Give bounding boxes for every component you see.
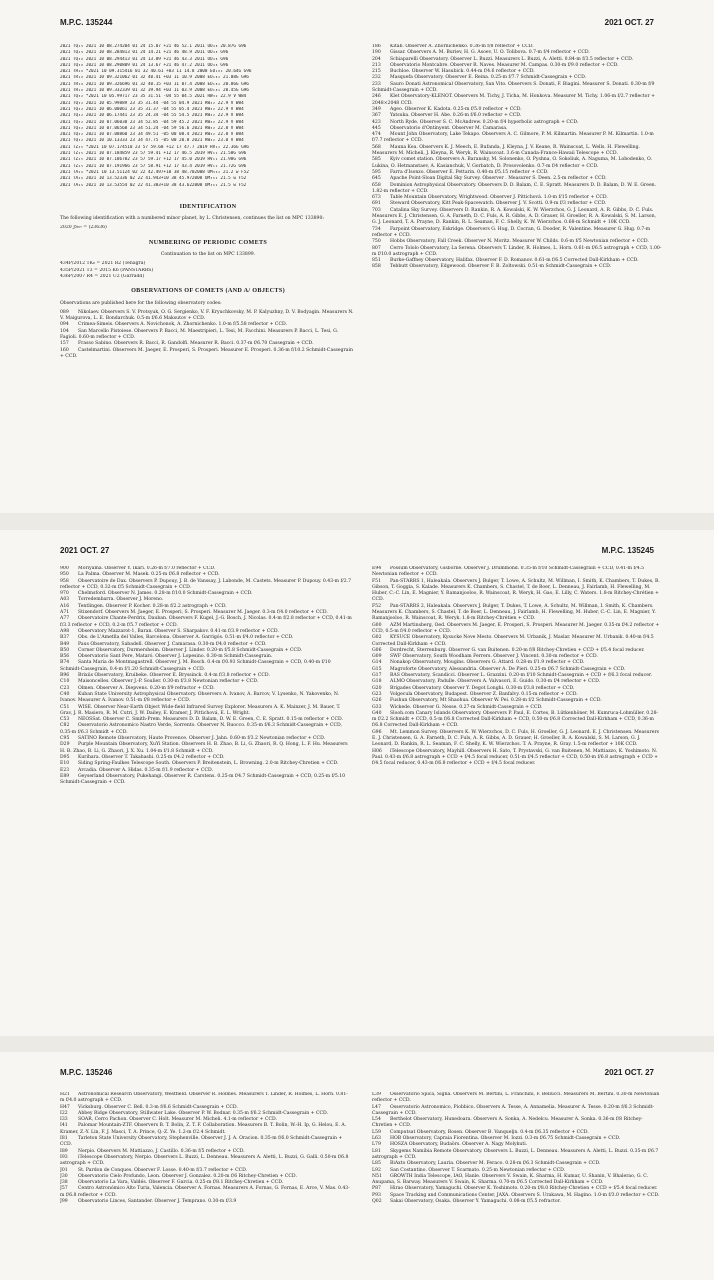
observation-line: 2021 TQ₃₂ 2021 10 05.99889 23 35 31.44 -04 55 04.9 2021 RW₃₂ 22.9 V W84 bbox=[60, 100, 244, 106]
observatory-code: 950 bbox=[60, 572, 69, 578]
observatory-description: Moriyama. Observer Y. Ikari. 0.26-m f/7.0 reflector + CCD. bbox=[78, 566, 216, 571]
observatory-description: Skygems Namibia Remote Observatory. Observers L. Buzzi, L. Denneau. Measurers A. Aletti, L. Buzzi. 0.35-m f/6.7 astrograph + CCD. bbox=[372, 1148, 659, 1160]
observatory-description: HOB Observatory, Capraia Fiorentina. Observer M. Iozzi. 0.3-m f/6.75 Schmidt-Cassegrain + CCD. bbox=[390, 1136, 621, 1142]
page-date: 2021 OCT. 27 bbox=[604, 1068, 654, 1077]
left-column bbox=[60, 566, 352, 1032]
observatory-description: Tebbutt Observatory, Edgewood. Observer F. B. Zoltowski. 0.51-m Schmidt-Cassegrain + CCD. bbox=[390, 264, 612, 270]
observatory-code: D95 bbox=[60, 754, 70, 760]
observatory-description: Centro Astronómico Alto Turia, Valencia. Observer A. Fornas. Measurers A. Fornas, G. Fornas, E. Arce, V. Mas. 0.43-m f/6.8 reflector + CCD. bbox=[60, 1186, 350, 1198]
observatory-description: Observatorio Montcabre. Observer R. Naves. Measurer M. Campas. 0.30-m f/9.0 reflector + CCD. bbox=[390, 62, 619, 68]
observatory-code: H47 bbox=[60, 1104, 70, 1110]
observation-line: 2021 TQ₃₂ 2021 10 06.00061 23 35 31.37 -04 55 05.4 2021 RW₃₂ 22.9 V W84 bbox=[60, 106, 244, 112]
observatory-description: Brigades Observatory. Observer Y. Degot Longhi. 0.30-m f/3.8 reflector + CCD. bbox=[390, 685, 575, 691]
observatory-code: E94 bbox=[372, 566, 382, 571]
observatory-description: BiAxto Observatory, Lauria. Observer M. Feraco. 0.28-m f/6.3 Schmidt-Cassegrain + CCD. bbox=[390, 1161, 601, 1167]
observatory-entry bbox=[60, 1186, 352, 1199]
observatory-description: Purple Mountain Observatory, XuYi Station. Observers H. B. Zhao, B. Li, G. Zhaori, R. Q. Hong, L. F. Hu. Measurers H. B. Zhao, B. Li, G. Zhaori, J. X. Xu. 1.04-m f/1.8 Schmidt + CCD. bbox=[60, 742, 348, 754]
page-header bbox=[60, 18, 654, 32]
observatory-entry bbox=[60, 348, 356, 361]
observatory-code: D29 bbox=[60, 742, 70, 748]
observatory-code: B50 bbox=[60, 647, 70, 653]
observatory-entry bbox=[60, 692, 352, 705]
observatory-description: Farpoint Observatory, Eskridge. Observers G. Hug, D. Cocran, G. Dooder, R. Valentine. Measurer G. Hug. 0.7-m reflector + CCD. bbox=[372, 226, 651, 238]
observatory-entry bbox=[372, 183, 662, 196]
observatory-description: Observatorio La Vara, Valdés. Observer F. Garcia. 0.25-m f/8.1 Ritchey-Chretien + CCD. bbox=[78, 1180, 284, 1186]
observatory-code: L54 bbox=[372, 1117, 381, 1123]
observatory-description: Wickede. Observer G. Nesse. 0.27-m Schmidt-Cassegrain + CCD. bbox=[390, 704, 543, 710]
observatory-code: E10 bbox=[60, 761, 70, 767]
observatory-code: 213 bbox=[372, 62, 381, 68]
observatory-entry bbox=[60, 1092, 352, 1105]
observatory-code: G14 bbox=[372, 660, 382, 666]
observatory-code: 349 bbox=[372, 106, 381, 112]
observatory-description: Buchloe. Observer W. Hasubick. 0.44-m f/4.6 reflector + CCD. bbox=[390, 69, 535, 75]
observatory-code: Q02 bbox=[372, 1199, 382, 1205]
observatory-entry bbox=[372, 264, 662, 270]
observation-line: 2021 TZ₂₅ 2021 10 07.191966 23 57 58.91 +12 17 43.4 2019 HV₁₁ 21.72G G96 bbox=[60, 163, 247, 169]
observatory-description: Nikolaev. Observers S. V. Protsyuk, O. G. Sergienko, V. F. Kryuchkovsky, M. P. Kalyuzhny, D. V. Bodyagin. Measurers N. V. Maigurova, L. E. Bondarchuk. 0.5-m f/6.6 Maksutov + CCD. bbox=[60, 309, 354, 322]
observatory-code: 900 bbox=[60, 566, 69, 571]
observatory-description: Table Mountain Observatory, Wrightwood. Observer J. Pittichová. 1.0-m f/15 reflector + CCD. bbox=[390, 195, 608, 201]
comet-observations-title: OBSERVATIONS OF COMETS (AND A/ OBJECTS) bbox=[131, 287, 285, 295]
observatory-entry bbox=[372, 1117, 662, 1130]
identification-title: IDENTIFICATION bbox=[179, 202, 237, 210]
observatory-entry bbox=[60, 723, 352, 736]
observatory-description: Kitab. Observer A. Zhornichenko. 0.36-m f/8 reflector + CCD. bbox=[390, 44, 534, 49]
observatory-description: Klet Observatory-KLENOT. Observers M. Tichy, J. Ticha, M. Honkova. Measurer M. Tichy. 1.06-m f/2.7 reflector + 2048×2048 CCD. bbox=[372, 94, 655, 106]
observatory-description: Vicksburg. Observer C. Bell. 0.3-m f/6.6 Schmidt-Cassegrain + CCD. bbox=[78, 1104, 238, 1110]
observatory-description: Steward Observatory, Kitt Peak-Spacewatch. Observer J. V. Scotti. 0.9-m f/3 reflector + CCD. bbox=[390, 201, 607, 207]
observatory-code: I81 bbox=[60, 1136, 68, 1142]
observatory-description: Kyiv comet station. Observers A. Baransky, M. Solonenko, O. Pyshna, O. Sokoliuk, A. Naguma, M. Lobodenko, O. Lukina, O. Hetmanstaev, A. Kasianchuk, V. Gorbatch, D. Prosovolenko. 0.7-m f/4 reflector + CCD. bbox=[372, 157, 652, 169]
observation-line: 2021 TQ₃₀ 2021 10 08.290809 01 24 13.67 +21 46 47.2 2011 UO₄₈ G96 bbox=[60, 62, 229, 68]
observation-line: 2021 TR₁₀ 2021 10 09.326696 01 32 40.15 +03 11 07.4 2008 EO₁₈₁ 20.86G G96 bbox=[60, 81, 249, 87]
observatory-code: E23 bbox=[60, 767, 70, 773]
observatory-description: Burke-Gaffney Observatory, Halifax. Observer F. D. Romanov. 0.61-m f/6.5 Corrected Dall-Kirkham + CCD. bbox=[390, 258, 639, 264]
observation-line: 2021 TA₂₆ *2021 10 13.51124 02 22 42.497+10 38 48.702008 UM₃₆₁ 21.2 w F52 bbox=[60, 169, 249, 175]
observatory-code: 568 bbox=[372, 144, 381, 150]
observatory-description: HOSZA Observatory, Budaörs. Observer A. Nagy Molykuti. bbox=[390, 1142, 528, 1148]
observatory-code: J30 bbox=[60, 1173, 68, 1179]
observatory-entry bbox=[372, 1149, 662, 1162]
observatory-code: B74 bbox=[60, 660, 70, 666]
observatory-description: San Costantino. Observer T. Scarmato. 0.25-m Newtonian reflector + CCD. bbox=[390, 1167, 566, 1173]
right-column bbox=[372, 44, 662, 509]
observation-line: 2021 TR₁₀ 2021 10 09.321062 01 32 40.41 +03 11 10.9 2008 EO₁₈₁ 21.08G G96 bbox=[60, 75, 249, 81]
observatory-code: L92 bbox=[372, 1167, 381, 1173]
observatory-code: I33 bbox=[60, 1117, 68, 1123]
observatory-description: Dominion Astrophysical Observatory. Observers D. D. Balam, C. E. Spratt. Measurers D. D. Balam, D. W. E. Green. 1.82-m reflector + CCD. bbox=[372, 182, 657, 194]
observatory-code: 423 bbox=[372, 119, 381, 125]
observatory-code: C40 bbox=[60, 691, 70, 697]
left-column bbox=[60, 44, 356, 509]
observatory-code: A16 bbox=[60, 603, 70, 609]
observatory-code: G23 bbox=[372, 691, 382, 697]
observation-line: 2021 TQ₃₂ *2021 10 05.99717 23 35 31.51 -04 55 04.5 2021 RW₃₂ 22.9 V W84 bbox=[60, 94, 247, 100]
observatory-code: 658 bbox=[372, 182, 381, 188]
page-date: 2021 OCT. 27 bbox=[604, 18, 654, 27]
observatory-code: 186 bbox=[372, 44, 381, 49]
observation-line: 2021 TZ₂₅ *2021 10 07.174510 23 57 59.68 +12 17 47.7 2019 HV₁₁ 22.36G G96 bbox=[60, 144, 249, 150]
observation-line: 2021 TQ₃₂ 2021 10 10.13333 23 34 47.75 -05 00 20.8 2021 RW₃₂ 23.0 V W84 bbox=[60, 138, 244, 144]
observatory-description: Frasso Sabino. Observers R. Bacci, R. Gandolfi. Measurer R. Bacci. 0.37-m f/6.70 Cassegrain + CCD. bbox=[78, 341, 314, 347]
observatory-description: Astronomical Research Observatory, Westfield. Observer R. Holmes. Measurers T. Linder, R. Holmes, L. Horn. 0.81-m f/4.0 astrograph + CCD. bbox=[60, 1092, 348, 1104]
observatory-code: C82 bbox=[60, 723, 70, 729]
observatory-description: GROWTH India Telescope, IAO, Hanle. Observers V. Swain, K. Sharma, H. Kumar, U. Shanin, V. Bhalerao, G. C. Anupama, S. Barway. Measurers V. Swain, K. Sharma. 0.70-m f/6.5 Corrected Dall-Kirkham + CCD. bbox=[372, 1173, 649, 1186]
observatory-entry bbox=[372, 132, 662, 145]
observatory-code: P87 bbox=[372, 1186, 381, 1192]
observatory-code: G00 bbox=[372, 622, 382, 628]
observatory-description: Sakai Observatory, Osaka. Observer Y. Yamaguchi. 0.08-m f/5.5 refractor. bbox=[390, 1199, 561, 1205]
observatory-code: A77 bbox=[60, 616, 70, 622]
observatory-code: 160 bbox=[60, 347, 69, 353]
observatory-description: Tentlingen. Observer P. Kocher. 0.28-m f/2.2 astrograph + CCD. bbox=[78, 603, 227, 609]
observatory-description: Mount John Observatory, Lake Tekapo. Observers A. C. Gilmore, P. M. Kilmartin. Measurer P. M. Kilmartin. 1.0-m f/7.7 reflector + CCD. bbox=[372, 132, 654, 144]
observation-line: 2021 TQ₂₉ 2021 10 08.284813 01 24 14.21 +21 46 48.9 2011 UO₄₈ G96 bbox=[60, 50, 229, 56]
observatory-code: B49 bbox=[60, 641, 70, 647]
observatory-code: 233 bbox=[372, 81, 381, 87]
periodic-comet-line: 435P/2021 T3 = 2015 K6 (PANSTARRS) bbox=[60, 267, 154, 273]
observatory-entry bbox=[60, 742, 352, 755]
observatory-description: Space Tracking and Communications Center, JAXA. Observers S. Urakawa, M. Hagino. 1.0-m f/3.0 reflector + CCD. bbox=[390, 1192, 660, 1198]
observatory-description: Farra d'Isonzo. Observer E. Pettarin. 0.40-m f/5.15 reflector + CCD. bbox=[390, 169, 549, 175]
observatory-code: G06 bbox=[372, 647, 382, 653]
observatory-description: iTelescope Observatory, Mayhill. Observers H. Sato, T. Prystavski, G. van Buitenen, M. Mattiazzo, K. Yoshimoto. N. Paul. 0.43-m f/6.8 astrograph + CCD + f/4.5 focal reducer, 0.51-m f/4.5 reflector + CCD, 0.50-m f/6.8 astrograph + CCD + f/4.5 focal reducer, 0.43-m f/6.8 reflector + CCD + f/4.5 focal reducer. bbox=[372, 748, 658, 767]
observatory-code: I22 bbox=[60, 1110, 68, 1116]
observatory-description: WISE. Observer Near-Earth Object Wide-field Infrared Survey Explorer. Measurers A. K. Mainzer, J. M. Bauer, T. Grav, J. R. Masiero, R. M. Cutri, J. W. Dailey, E. Kramer, J. Pittichová, E. L. Wright. bbox=[60, 704, 341, 716]
observatory-description: AZM Martinsberg, Oed. Observers M. Jaeger, E. Prosperi, S. Prosperi. Measurer M. Jaeger. 0.35-m f/4.2 reflector + CCD, 0.5-m f/4.0 reflector + CCD. bbox=[372, 622, 660, 634]
observatory-code: L39 bbox=[372, 1092, 381, 1097]
page-date: 2021 OCT. 27 bbox=[60, 546, 110, 555]
observatory-description: Kuban State University Astrophysical Observatory. Observers A. Ivanov, A. Barcov, V. Lysenko, N. Yakovenko, N. Ivanov. Measurer A. Ivanov. 0.51-m f/8 reflector + CCD. bbox=[60, 691, 340, 704]
observatory-code: 094 bbox=[60, 322, 69, 328]
observation-line: 2021 TZ₂₅ 2021 10 07.184859 23 57 59.41 +12 17 46.5 2019 HV₁₁ 21.58G G96 bbox=[60, 151, 247, 157]
observatory-code: 645 bbox=[372, 176, 381, 182]
observatory-entry bbox=[372, 1092, 662, 1105]
observatory-entry bbox=[60, 310, 356, 323]
observatory-code: I93 bbox=[60, 1154, 68, 1160]
observatory-code: B96 bbox=[60, 673, 70, 679]
observatory-description: Pan-STARRS 1, Haleakala. Observers J. Bulger, T. Lowe, A. Schultz, M. Willman, I. Smith, K. Chambers, T. Dukes, B. Gibson, T. Goggia, S. Kalade. Measurers K. Chambers, S. Chastel, T. de Boer, L. Denneau, J. Fairlamb, H. Flewelling, M. Huber, C.-C. Lin, E. Magnier, Y. Ramanjooloo, R. Wainscoat, R. Weryk, H. Gao, E. Lilly, C. Waters. 1.8-m Ritchey-Chrétien + CCD. bbox=[372, 578, 660, 603]
observatory-code: 157 bbox=[60, 341, 69, 347]
observatory-description: San Marcello Pistoiese. Observers P. Bacci, M. Maestripieri, L. Tesi, M. Facchini. Measurers P. Bacci, L. Tesi, G. Fagioli. 0.60-m reflector + CCD. bbox=[60, 328, 339, 340]
observatory-description: Hirao Observatory, Yamaguchi. Observer K. Yoshimoto. 0.20-m f/8.0 Ritchey-Chretien + CCD + f/5.4 focal reducer. bbox=[390, 1186, 658, 1192]
observatory-entry bbox=[372, 635, 662, 648]
observatory-code: C10 bbox=[60, 679, 70, 685]
observatory-description: Castelmartini. Observers M. Jaeger, E. Prosperi, S. Prosperi. Measurer E. Prosperi. 0.36-m f/10.2 Schmidt-Cassegrain + CCD. bbox=[60, 347, 353, 359]
observatory-code: H21 bbox=[60, 1092, 70, 1097]
observatory-description: Palomar Mountain-ZTF. Observers B. T. Bolin, Z. T. F. Collaboration. Measurers B. T. Bolin, W.-H. Ip, G. Helou, E. A. Kramer, Z.-Y. Lin, F. J. Masci, T. A. Prince, Q.-Z. Ye. 1.2-m f/2.4 Schmidt. bbox=[60, 1123, 347, 1135]
observatory-entry bbox=[372, 1105, 662, 1118]
observatory-description: Corner Observatory, Durmersheim. Observer J. Linder. 0.20-m f/5.8 Schmidt-Cassegrain + CCD. bbox=[78, 647, 303, 653]
observatory-code: C23 bbox=[60, 685, 70, 691]
observatory-code: 190 bbox=[372, 50, 381, 56]
comet-observations-text: Observations are published here for the following observatory codes: bbox=[60, 300, 222, 306]
observatory-code: 703 bbox=[372, 207, 381, 213]
observation-line: 2021 TQ₃₂ 2021 10 06.17441 23 35 24.34 -04 55 54.5 2021 RW₃₂ 22.9 V W84 bbox=[60, 113, 244, 119]
observatory-entry bbox=[60, 774, 352, 787]
observatory-code: A98 bbox=[60, 628, 70, 634]
observatory-entry bbox=[60, 1155, 352, 1168]
observatory-description: St. Pardon de Conques. Observer F. Losse. 0.40-m f/3.7 reflector + CCD. bbox=[78, 1167, 248, 1173]
page-mpc-135245 bbox=[0, 530, 714, 1036]
observatory-code: L47 bbox=[372, 1104, 381, 1110]
periodic-comets-title: NUMBERING OF PERIODIC COMETS bbox=[148, 238, 268, 246]
observatory-entry bbox=[60, 1123, 352, 1136]
observatory-code: G40 bbox=[372, 710, 382, 716]
observatory-description: Tarleton State University Observatory, Stephenville. Observer J. J. A. Oracion. 0.35-m f/6.0 Schmidt-Cassegrain + CCD. bbox=[60, 1136, 343, 1148]
observatory-description: Observatorio d'Ontinyent. Observer M. Camarasa. bbox=[390, 125, 508, 131]
observatory-entry bbox=[60, 329, 356, 342]
observatory-code: L85 bbox=[372, 1161, 381, 1167]
periodic-comets-list bbox=[60, 261, 356, 280]
observatory-description: KYSUCE Observatory, Kysucke Nove Mesto. Observers M. Urbanik, J. Maslar. Measurer M. Urbanik. 0.40-m f/4.5 Corrected Dall-Kirkham + CCD. bbox=[372, 635, 654, 647]
observatory-entry bbox=[372, 604, 662, 623]
observatory-entry bbox=[372, 208, 662, 227]
observatory-description: Brixiis Observatory, Kruibeke. Observer E. Bryssinck. 0.4-m f/3.8 reflector + CCD. bbox=[78, 673, 270, 679]
observatory-description: Dordrecht, Sterrenburg. Observer G. van Buitenen. 0.20-m f/8 Ritchey-Chretien + CCD + f/5.4 focal reducer. bbox=[390, 647, 645, 653]
observatory-description: Observatorio Linces, Santander. Observer J. Temprano. 0.30-m f/3.9 bbox=[78, 1199, 237, 1205]
observatory-description: Siding Spring-Faulkes Telescope South. Observers P. Breitenstein, L. Browning. 2.0-m Ritchey-Chretien + CCD. bbox=[78, 761, 339, 767]
observatory-code: 204 bbox=[372, 56, 381, 62]
observatory-description: SATINO Remote Observatory, Haute Provence. Observer J. Jahn. 0.60-m f/3.2 Newtonian reflector + CCD. bbox=[78, 736, 326, 742]
observatory-description: Stixendorf. Observers M. Jaeger, E. Prosperi, S. Prosperi. Measurer M. Jaeger. 0.3-m f/4.0 reflector + CCD. bbox=[78, 610, 328, 616]
observatory-code: B56 bbox=[60, 654, 70, 660]
observatory-code: A03 bbox=[60, 597, 70, 603]
page-number: M.P.C. 135245 bbox=[601, 546, 654, 555]
observatory-entry bbox=[372, 1174, 662, 1187]
observatory-description: Chelmsford. Observer N. James. 0.28-m f/10.0 Schmidt-Cassegrain + CCD. bbox=[78, 591, 253, 597]
observatory-code: J38 bbox=[60, 1180, 68, 1186]
observatory-entry bbox=[60, 660, 352, 673]
observatory-description: SOAR, Cerro Pachon. Observer C. Holt. Measurer M. Micheli. 4.1-m reflector + CCD. bbox=[78, 1117, 277, 1123]
observatory-description: North Ryde. Observer S. C. McAndrew. 0.20-m f/4 hyperbolic astrograph + CCD. bbox=[390, 119, 579, 125]
observatory-code: 958 bbox=[60, 578, 69, 584]
observatory-description: Osservatorio Astronomico Nastro Verde, Sorrento. Observer N. Ruocco. 0.35-m f/6.3 Schmidt-Cassegrain + CCD, 0.35-m f/6.3 Schmidt + CCD. bbox=[60, 723, 343, 735]
observatory-description: Observatorio Sant Pere, Mataró. Observer J. Lopesino. 0.30-m Schmidt-Cassegrain. bbox=[78, 654, 273, 660]
observatory-description: Sauro Donati Astronomical Observatory, San Vito. Observers S. Donati, F. Biagini. Measurer S. Donati. 0.30-m f/9 Schmidt-Cassegrain + CCD. bbox=[372, 81, 655, 94]
observatory-description: Olmen. Observer A. Diepvens. 0.20-m f/9 refractor + CCD. bbox=[78, 685, 215, 691]
observatory-description: Fushun Observatory, Mt Shaohua. Observer W. Pei. 0.28-m f/2 Schmidt-Cassegrain + CCD. bbox=[390, 698, 602, 704]
observatory-code: G09 bbox=[372, 654, 382, 660]
observation-line: 2021 TZ₂₅ 2021 10 07.186782 23 57 59.17 +12 17 45.0 2019 HV₁₁ 21.98G G96 bbox=[60, 157, 247, 163]
observatory-description: Maisoncelles. Observer J.-P. Soulier. 0.30-m f/3.8 Newtonian reflector + CCD. bbox=[78, 679, 259, 685]
observatory-code: P93 bbox=[372, 1192, 381, 1198]
observatory-code: 691 bbox=[372, 201, 381, 207]
observation-line: 2021 TQ₃₂ 2021 10 07.08860 23 34 49.51 -05 00 08.4 2021 RW₃₂ 22.8 V W84 bbox=[60, 132, 244, 138]
observatory-entry bbox=[372, 94, 662, 107]
observatory-code: C51 bbox=[60, 704, 70, 710]
observatory-code: H06 bbox=[372, 748, 382, 754]
periodic-comet-line: 436P/2007 R4 = 2021 U2 (Garradd) bbox=[60, 273, 145, 279]
observatory-code: 585 bbox=[372, 157, 381, 163]
observatory-code: 215 bbox=[372, 69, 381, 75]
observatory-code: G02 bbox=[372, 635, 382, 641]
observatory-code: L59 bbox=[372, 1129, 381, 1135]
observatory-description: Gissar. Observers A. M. Buriev, H. G. Asoev, U. O. Tolibova. 0.7-m f/4 reflector + CCD. bbox=[390, 50, 590, 56]
observatory-description: Volgecula Observatory, Budapest. Observer Z. Banfalvy. 0.15-m reflector + CCD. bbox=[390, 691, 578, 697]
observatory-description: Hobbs Observatory, Fall Creek. Observer N. Moritz. Measurer W. Childs. 0.6-m f/5 Newtonian reflector + CCD. bbox=[390, 239, 649, 245]
observatory-description: Observatory Mazzarot-1, Baran. Observer S. Sharpakov. 0.41-m f/3.9 reflector + CCD. bbox=[78, 628, 279, 634]
observatory-description: Arcadia. Observer A. Hidas. 0.35-m f/1.9 reflector + CCD. bbox=[78, 767, 213, 773]
observatory-description: Nonakop Observatory, Mougins. Observers G. Attard. 0.28-m f/1.9 reflector + CCD. bbox=[390, 660, 585, 666]
observatory-description: Abbey Ridge Observatory, Stillwater Lake. Observer P. W. Bodnar. 0.35-m f/6.2 Schmidt-Cassegrain + CCD. bbox=[78, 1110, 328, 1116]
observatory-code: 750 bbox=[372, 239, 381, 245]
periodic-comet-line: 434P/2012 TK₈ = 2021 R2 (Tenagra) bbox=[60, 261, 146, 267]
observation-line: 2021 TQ₃₂ 2021 10 07.06038 23 34 52.85 -04 59 45.2 2021 RW₃₂ 22.9 V W84 bbox=[60, 119, 244, 125]
right-column bbox=[372, 566, 662, 1032]
observatory-code: 104 bbox=[60, 328, 69, 334]
observatory-description: Obs. de L'Ametlla del Valles, Barcelona. Observer A. Garrigós. 0.51-m f/4.0 reflector + CCD. bbox=[78, 635, 294, 641]
page-number: M.P.C. 135244 bbox=[60, 18, 113, 27]
observatory-description: Computsat Observatory, Rosen. Observer B. Vanqueljn. 0.4-m f/6.35 reflector + CCD. bbox=[390, 1129, 589, 1135]
page-number: M.P.C. 135246 bbox=[60, 1068, 113, 1077]
observation-line: 2021 TQ₂₉ 2021 10 08.274204 01 24 15.07 +21 46 52.1 2011 UO₄₈ 20.87G G96 bbox=[60, 44, 247, 49]
observatory-entry bbox=[372, 145, 662, 158]
observatory-description: Possum Observatory, Gisborne. Observer J. Drummond. 0.35-m f/10 Schmidt-Cassegrain + CCD, 0.41-m f/4.5 Newtonian reflector + CCD. bbox=[372, 566, 645, 578]
observatory-code: C53 bbox=[60, 717, 70, 723]
observatory-code: 474 bbox=[372, 132, 381, 138]
observatory-description: Nerpio. Observers M. Mattiazzo, J. Castillo. 0.36-m f/5 reflector + CCD. bbox=[78, 1148, 245, 1154]
observatory-code: F51 bbox=[372, 578, 382, 584]
observation-line: 2021 TQ₃₀ 2021 10 08.294413 01 24 13.89 +21 46 43.3 2011 UO₄₈ G96 bbox=[60, 56, 229, 62]
observatory-list bbox=[60, 310, 356, 360]
observatory-code: 673 bbox=[372, 195, 381, 201]
observatory-code: 232 bbox=[372, 75, 381, 81]
observatory-description: BAS Observatory, Scandicci. Observer L. Grazzini. 0.20-m f/10 Schmidt-Cassegrain + CCD + f/6.3 focal reducer. bbox=[390, 673, 653, 679]
observatory-description: Slooh.com Canary Islands Observatory. Observers P. Paul, E. Cortes, B. Lütkenhöner, M. Kumruca-Lohmüller. 0.28-m f/2.2 Schmidt + CCD, 0.5-m f/6.8 Corrected Dall-Kirkham + CCD, 0.50-m f/6.8 Corrected Dall-Kirkham + CCD, 0.36-m f/6.8 Corrected Dall-Kirkham + CCD. bbox=[372, 710, 659, 729]
observatory-code: G17 bbox=[372, 673, 382, 679]
observatory-code: 858 bbox=[372, 264, 381, 270]
observatory-code: G18 bbox=[372, 679, 382, 685]
observatory-code: J57 bbox=[60, 1186, 68, 1192]
identification-text: The following identification with a numbered minor planet, by L. Christensen, continues the list on MPC 133890: bbox=[60, 216, 324, 222]
observatory-description: Santa Maria de Montmagastrell. Observer J. M. Bosch. 0.4-m f/0.93 Schmidt-Cassegrain + CCD, 0.40-m f/10 Schmidt-Cassegrain, 0.4-m f/1.20 Schmidt-Cassegrain + CCD. bbox=[60, 660, 331, 672]
observatory-description: La Palma. Observer M. Masek. 0.25-m f/6.8 reflector + CCD. bbox=[78, 572, 220, 578]
left-column bbox=[60, 1092, 352, 1280]
observatory-description: Observatoire de Dax. Observers P. Dupouy, J. B. de Vanssay, J. Labonde, M. Castets. Measurer P. Dupouy. 0.43-m f/2.7 reflector + CCD, 0.32-m f/5 Schmidt-Cassegrain + CCD. bbox=[60, 578, 352, 590]
observatory-entry bbox=[372, 566, 662, 579]
observatory-description: ALMO Observatory, Padulle. Observers A. Valvasori, E. Guido. 0.30-m f/4 reflector + CCD. bbox=[390, 679, 601, 685]
observatory-description: Geyserland Observatory, Pukehangi. Observer R. Carstens. 0.25-m f/4.7 Schmidt-Cassegrain + CCD, 0.25-m f/5.10 Schmidt-Cassegrain + CCD. bbox=[60, 773, 346, 786]
observatory-entry bbox=[372, 1199, 662, 1205]
observatory-entry bbox=[60, 616, 352, 629]
observatory-description: Schiaparelli Observatory. Observer L. Buzzi. Measurers L. Buzzi, A. Aletti. 0.84-m f/3.5 reflector + CCD. bbox=[390, 56, 634, 62]
observatory-description: Pan-STARRS 2, Haleakala. Observers J. Bulger, T. Dukes, T. Lowe, A. Schultz, M. Willman, I. Smith, K. Chambers. Measurers K. Chambers, S. Chastel, T. de Boer, L. Denneau, J. Fairlamb, H. Flewelling, M. Huber, C.-C. Lin, E. Magnier, Y. Ramanjooloo, R. Wainscoat, R. Weryk. 1.8-m Ritchey-Chrétien + CCD. bbox=[372, 603, 656, 622]
observation-table bbox=[60, 44, 356, 189]
observatory-description: Magroforte Observatory, Alessandria. Observer A. De Pieri. 0.25-m f/6.7 Schmidt-Cassegrain + CCD. bbox=[390, 666, 626, 672]
observation-line: 2021 TQ₃₂ 2021 10 07.06568 23 34 51.24 -04 59 56.6 2021 RW₃₂ 22.8 V W84 bbox=[60, 125, 244, 131]
observatory-entry bbox=[372, 749, 662, 768]
observatory-entry bbox=[60, 705, 352, 718]
observatory-code: 246 bbox=[372, 94, 381, 100]
observatory-description: Observatorio Cielo Profundo, Leon. Observer J. Gonzalez. 0.20-m f/6 Ritchey-Chretien + CCD. bbox=[78, 1173, 297, 1179]
observatory-description: Torredembarra. Observer J. Moreno. bbox=[78, 597, 164, 603]
right-column bbox=[372, 1092, 662, 1280]
observatory-description: Observatoire Chante-Perdrix, Dauban. Observers F. Kugel, J.-G. Bosch, J. Nicolas. 0.4-m f/2.8 reflector + CCD, 0.41-m f/3.3 reflector + CCD, 0.2-m f/5.7 reflector + CCD. bbox=[60, 616, 352, 628]
observatory-description: Kurihara. Observer T. Takahashi. 0.25-m f/4.2 reflector + CCD. bbox=[78, 754, 225, 760]
observation-line: 2021 TR₁₀ *2021 10 09.315416 01 32 40.61 +03 11 14.8 2008 EO₁₈₁ 20.64G G96 bbox=[60, 69, 252, 75]
observatory-entry bbox=[60, 579, 352, 592]
observatory-description: Yatsuka. Observer H. Abe. 0.26-m f/6.0 reflector + CCD. bbox=[390, 113, 522, 119]
observatory-description: Crimea-Simeis. Observers A. Novichonok, A. Zhornichenko. 1.0-m f/5.58 reflector + CCD. bbox=[78, 322, 287, 328]
observatory-code: 089 bbox=[60, 309, 69, 315]
observatory-code: G96 bbox=[372, 729, 382, 735]
observatory-code: A71 bbox=[60, 610, 70, 616]
observatory-code: E89 bbox=[60, 773, 70, 779]
observatory-entry bbox=[60, 1199, 352, 1205]
observatory-code: 445 bbox=[372, 125, 381, 131]
observatory-entry bbox=[372, 579, 662, 604]
observatory-code: G15 bbox=[372, 666, 382, 672]
page-header bbox=[60, 1068, 654, 1082]
identification-line: 2020 JS₅₇ = (23636) bbox=[60, 225, 107, 231]
observatory-entry bbox=[60, 1136, 352, 1149]
observatory-code: F52 bbox=[372, 603, 382, 609]
page-mpc-135244 bbox=[0, 0, 714, 513]
observatory-description: Osservatorio Spica, Signa. Observers M. Bertini, L. Franchini, F. Bellucci. Measurers M. Bertini. 0.30-m Newtonian reflector + CCD. bbox=[372, 1092, 660, 1104]
observatory-code: J99 bbox=[60, 1199, 68, 1205]
observatory-entry bbox=[372, 730, 662, 749]
observatory-code: 807 bbox=[372, 245, 381, 251]
observatory-entry bbox=[372, 157, 662, 170]
observatory-code: J01 bbox=[60, 1167, 68, 1173]
observatory-description: Cerro Tololo Observatory, La Serena. Observers T. Linder, R. Holmes, L. Horn. 0.61-m f/6.5 astrograph + CCD, 1.00-m f/10.0 astrograph + CCD. bbox=[372, 245, 662, 257]
observatory-description: Mt. Lemmon Survey. Observers K. W. Wierzchos, D. C. Fuls, H. Groeller, G. J. Leonard. E. J. Christensen. Measurers E. J. Christensen, G. A. Farneth, D. C. Fuls, A. R. Gibbs, A. D. Grauer, H. Groeller, R. A. Kowalski, S. M. Larson, G. J. Leonard, D. Rankin, R. L. Seaman, F. C. Shelly, K. W. Wierzchos. T. A. Prayne, R. Gray. 1.5-m reflector + 10K CCD. bbox=[372, 729, 660, 748]
observatory-code: G33 bbox=[372, 704, 382, 710]
page-mpc-135246 bbox=[0, 1052, 714, 1280]
observatory-code: 851 bbox=[372, 258, 381, 264]
observatory-code: L81 bbox=[372, 1148, 381, 1154]
observatory-code: 970 bbox=[60, 591, 69, 597]
observatory-code: 734 bbox=[372, 226, 381, 232]
observatory-code: 595 bbox=[372, 169, 381, 175]
observation-line: 2021 TA₂₆ 2021 10 13.52336 02 22 41.943+10 38 45.972008 UM₃₆₁ 21.5 w F52 bbox=[60, 176, 247, 182]
observatory-description: Catalina Sky Survey. Observers D. Rankin, R. A. Kowalski, K. W. Wierzchos, G. J. Leonard, A. R. Gibbs, D. C. Fuls. Measurers E. J. Christensen, G. A. Farneth, D. C. Fuls, A. R. Gibbs, A. D. Grauer, H. Groeller, R. A. Kowalski, S. M. Larson, G. J. Leonard, T. A. Prayne, D. Rankin, R. L. Seaman, F. C. Shelly, K. W. Wierzchos. 0.68-m Schmidt + 10K CCD. bbox=[372, 207, 656, 226]
observatory-description: NEOSSat. Observer C. Smith-Prem. Measurers D. D. Balam, D. W. E. Green, C. E. Spratt. 0.15-m reflector + CCD. bbox=[78, 717, 343, 723]
observatory-entry bbox=[372, 623, 662, 636]
observatory-description: Paus Observatory, Sabadell. Observer J. Camarasa. 0.30-m f/4.0 reflector + CCD. bbox=[78, 641, 267, 647]
observatory-description: Berthelot Observatory, Hunedoara. Observers A. Sonka, A. Nedelcu. Measurer A. Sonka. 0.36-m f/8 Ritchey-Chretien + CCD. bbox=[372, 1117, 643, 1129]
periodic-comets-text: Continuation to the list on MPC 133899. bbox=[160, 252, 256, 258]
observatory-description: iTelescope Observatory, Nerpio. Observers L. Buzzi, L. Denneau. Measurers A. Aletti, L. Buzzi, G. Galli. 0.50-m f/6.8 astrograph + CCD. bbox=[60, 1154, 349, 1167]
observatory-entry bbox=[372, 711, 662, 730]
observatory-code: I89 bbox=[60, 1148, 68, 1154]
observatory-description: Masquefa Observatory. Observer E. Reina. 0.25-m f/7.7 Schmidt-Cassegrain + CCD. bbox=[390, 75, 587, 81]
observatory-description: Mauna Kea. Observers K. J. Meech, E. Bufanda, J. Kleyna, J. V. Keane, R. Wainscoat, L. Wells. H. Flewelling. Measurers M. Micheli, J. Kleyna, R. Weryk, R. Wainscoat. 3.6-m Canada-France-Hawaii Telescope + CCD. bbox=[372, 144, 640, 157]
observatory-code: L79 bbox=[372, 1142, 381, 1148]
observatory-code: L63 bbox=[372, 1136, 381, 1142]
observatory-entry bbox=[372, 82, 662, 95]
observatory-description: SWF Observatory, South Woodham Ferrers. Observer J. Vincent. 0.30-m reflector + CCD. bbox=[390, 654, 598, 660]
observatory-entry bbox=[372, 246, 662, 259]
observation-line: 2021 TA₂₆ 2021 10 13.53554 02 22 41.383+10 38 43.622008 UM₃₆₁ 21.5 w F52 bbox=[60, 182, 247, 188]
observatory-code: C95 bbox=[60, 736, 70, 742]
observatory-code: B37 bbox=[60, 635, 70, 641]
page-header bbox=[60, 546, 654, 560]
observatory-code: G20 bbox=[372, 685, 382, 691]
observatory-description: Apache Point-Sloan Digital Sky Survey. Observer . Measurer S. Deen. 2.5-m reflector + CCD. bbox=[390, 176, 607, 182]
observatory-entry bbox=[372, 227, 662, 240]
observatory-description: Osservatorio Astronomico, Piobbico. Observers A. Tesse, A. Annamelia. Measurer A. Tesse. 0.20-m f/6.3 Schmidt-Cassegrain + CCD. bbox=[372, 1104, 655, 1116]
observatory-code: I41 bbox=[60, 1123, 68, 1129]
observatory-description: Ageo. Observer K. Kadota. 0.25-m f/5.0 reflector + CCD. bbox=[390, 106, 522, 112]
observatory-code: 367 bbox=[372, 113, 381, 119]
observation-line: 2021 TR₁₀ 2021 10 09.332339 01 32 39.94 +03 11 03.9 2008 EO₁₈₁ 20.45G G96 bbox=[60, 88, 249, 94]
observatory-code: N51 bbox=[372, 1173, 382, 1179]
observatory-code: G26 bbox=[372, 698, 382, 704]
